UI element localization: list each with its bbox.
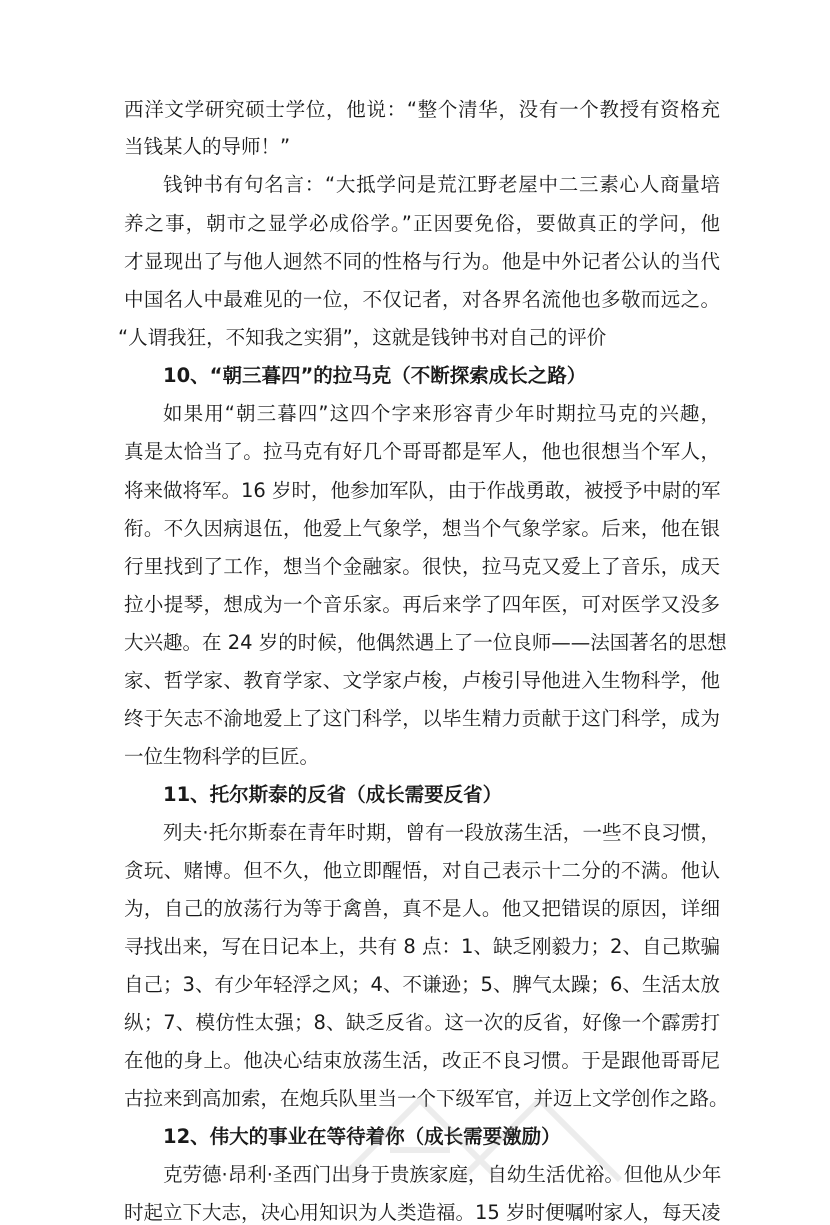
paragraph-line: 如果用“朝三暮四”这四个字来形容青少年时期拉马克的兴趣， bbox=[163, 402, 720, 425]
section-heading-12: 12、伟大的事业在等待着你（成长需要激励） bbox=[163, 1125, 561, 1148]
paragraph-line: 在他的身上。他决心结束放荡生活，改正不良习惯。于是跟他哥哥尼 bbox=[124, 1049, 720, 1072]
paragraph-line: 才显现出了与他人迥然不同的性格与行为。他是中外记者公认的当代 bbox=[124, 250, 720, 273]
paragraph-line: 古拉来到高加索，在炮兵队里当一个下级军官，并迈上文学创作之路。 bbox=[124, 1087, 729, 1110]
paragraph-line: 列夫·托尔斯泰在青年时期，曾有一段放荡生活，一些不良习惯， bbox=[163, 821, 720, 844]
paragraph-line: 衔。不久因病退伍，他爱上气象学，想当个气象学家。后来，他在银 bbox=[124, 517, 720, 540]
paragraph-line: 为，自己的放荡行为等于禽兽，真不是人。他又把错误的原因，详细 bbox=[124, 897, 720, 920]
paragraph-line: 拉小提琴，想成为一个音乐家。再后来学了四年医，可对医学又没多 bbox=[124, 593, 720, 616]
paragraph-line: 行里找到了工作，想当个金融家。很快，拉马克又爱上了音乐，成天 bbox=[124, 555, 720, 578]
section-heading-11: 11、托尔斯泰的反省（成长需要反省） bbox=[163, 783, 503, 806]
paragraph-line: 寻找出来，写在日记本上，共有 8 点：1、缺乏刚毅力；2、自己欺骗 bbox=[124, 935, 720, 958]
section-heading-10: 10、“朝三暮四”的拉马克（不断探索成长之路） bbox=[163, 364, 587, 387]
paragraph-line: 养之事，朝市之显学必成俗学。”正因要免俗，要做真正的学问，他 bbox=[124, 212, 720, 235]
paragraph-line: 西洋文学研究硕士学位，他说：“整个清华，没有一个教授有资格充 bbox=[124, 98, 720, 121]
paragraph-line: 贪玩、赌博。但不久，他立即醒悟，对自己表示十二分的不满。他认 bbox=[124, 859, 720, 882]
paragraph-line: “人谓我狂，不知我之实狷”，这就是钱钟书对自己的评价 bbox=[118, 326, 607, 349]
paragraph-line: 家、哲学家、教育学家、文学家卢梭，卢梭引导他进入生物科学，他 bbox=[124, 669, 720, 692]
paragraph-line: 时起立下大志，决心用知识为人类造福。15 岁时便嘱咐家人，每天凌 bbox=[124, 1201, 721, 1224]
paragraph-line: 克劳德·昂利·圣西门出身于贵族家庭，自幼生活优裕。但他从少年 bbox=[163, 1163, 722, 1186]
paragraph-line: 钱钟书有句名言：“大抵学问是荒江野老屋中二三素心人商量培 bbox=[163, 173, 720, 196]
paragraph-line: 将来做将军。16 岁时，他参加军队，由于作战勇敢，被授予中尉的军 bbox=[124, 479, 721, 502]
paragraph-line: 大兴趣。在 24 岁的时候，他偶然遇上了一位良师——法国著名的思想 bbox=[124, 631, 727, 654]
paragraph-line: 终于矢志不渝地爱上了这门科学，以毕生精力贡献于这门科学，成为 bbox=[124, 707, 720, 730]
paragraph-line: 自己；3、有少年轻浮之风；4、不谦逊；5、脾气太躁；6、生活太放 bbox=[124, 973, 720, 996]
paragraph-line: 一位生物科学的巨匠。 bbox=[124, 745, 320, 768]
paragraph-line: 中国名人中最难见的一位，不仅记者，对各界名流他也多敬而远之。 bbox=[124, 288, 720, 311]
paragraph-line: 当钱某人的导师！” bbox=[124, 135, 291, 158]
paragraph-line: 真是太恰当了。拉马克有好几个哥哥都是军人，他也很想当个军人， bbox=[124, 440, 720, 463]
paragraph-line: 纵；7、模仿性太强；8、缺乏反省。这一次的反省，好像一个霹雳打 bbox=[124, 1011, 720, 1034]
